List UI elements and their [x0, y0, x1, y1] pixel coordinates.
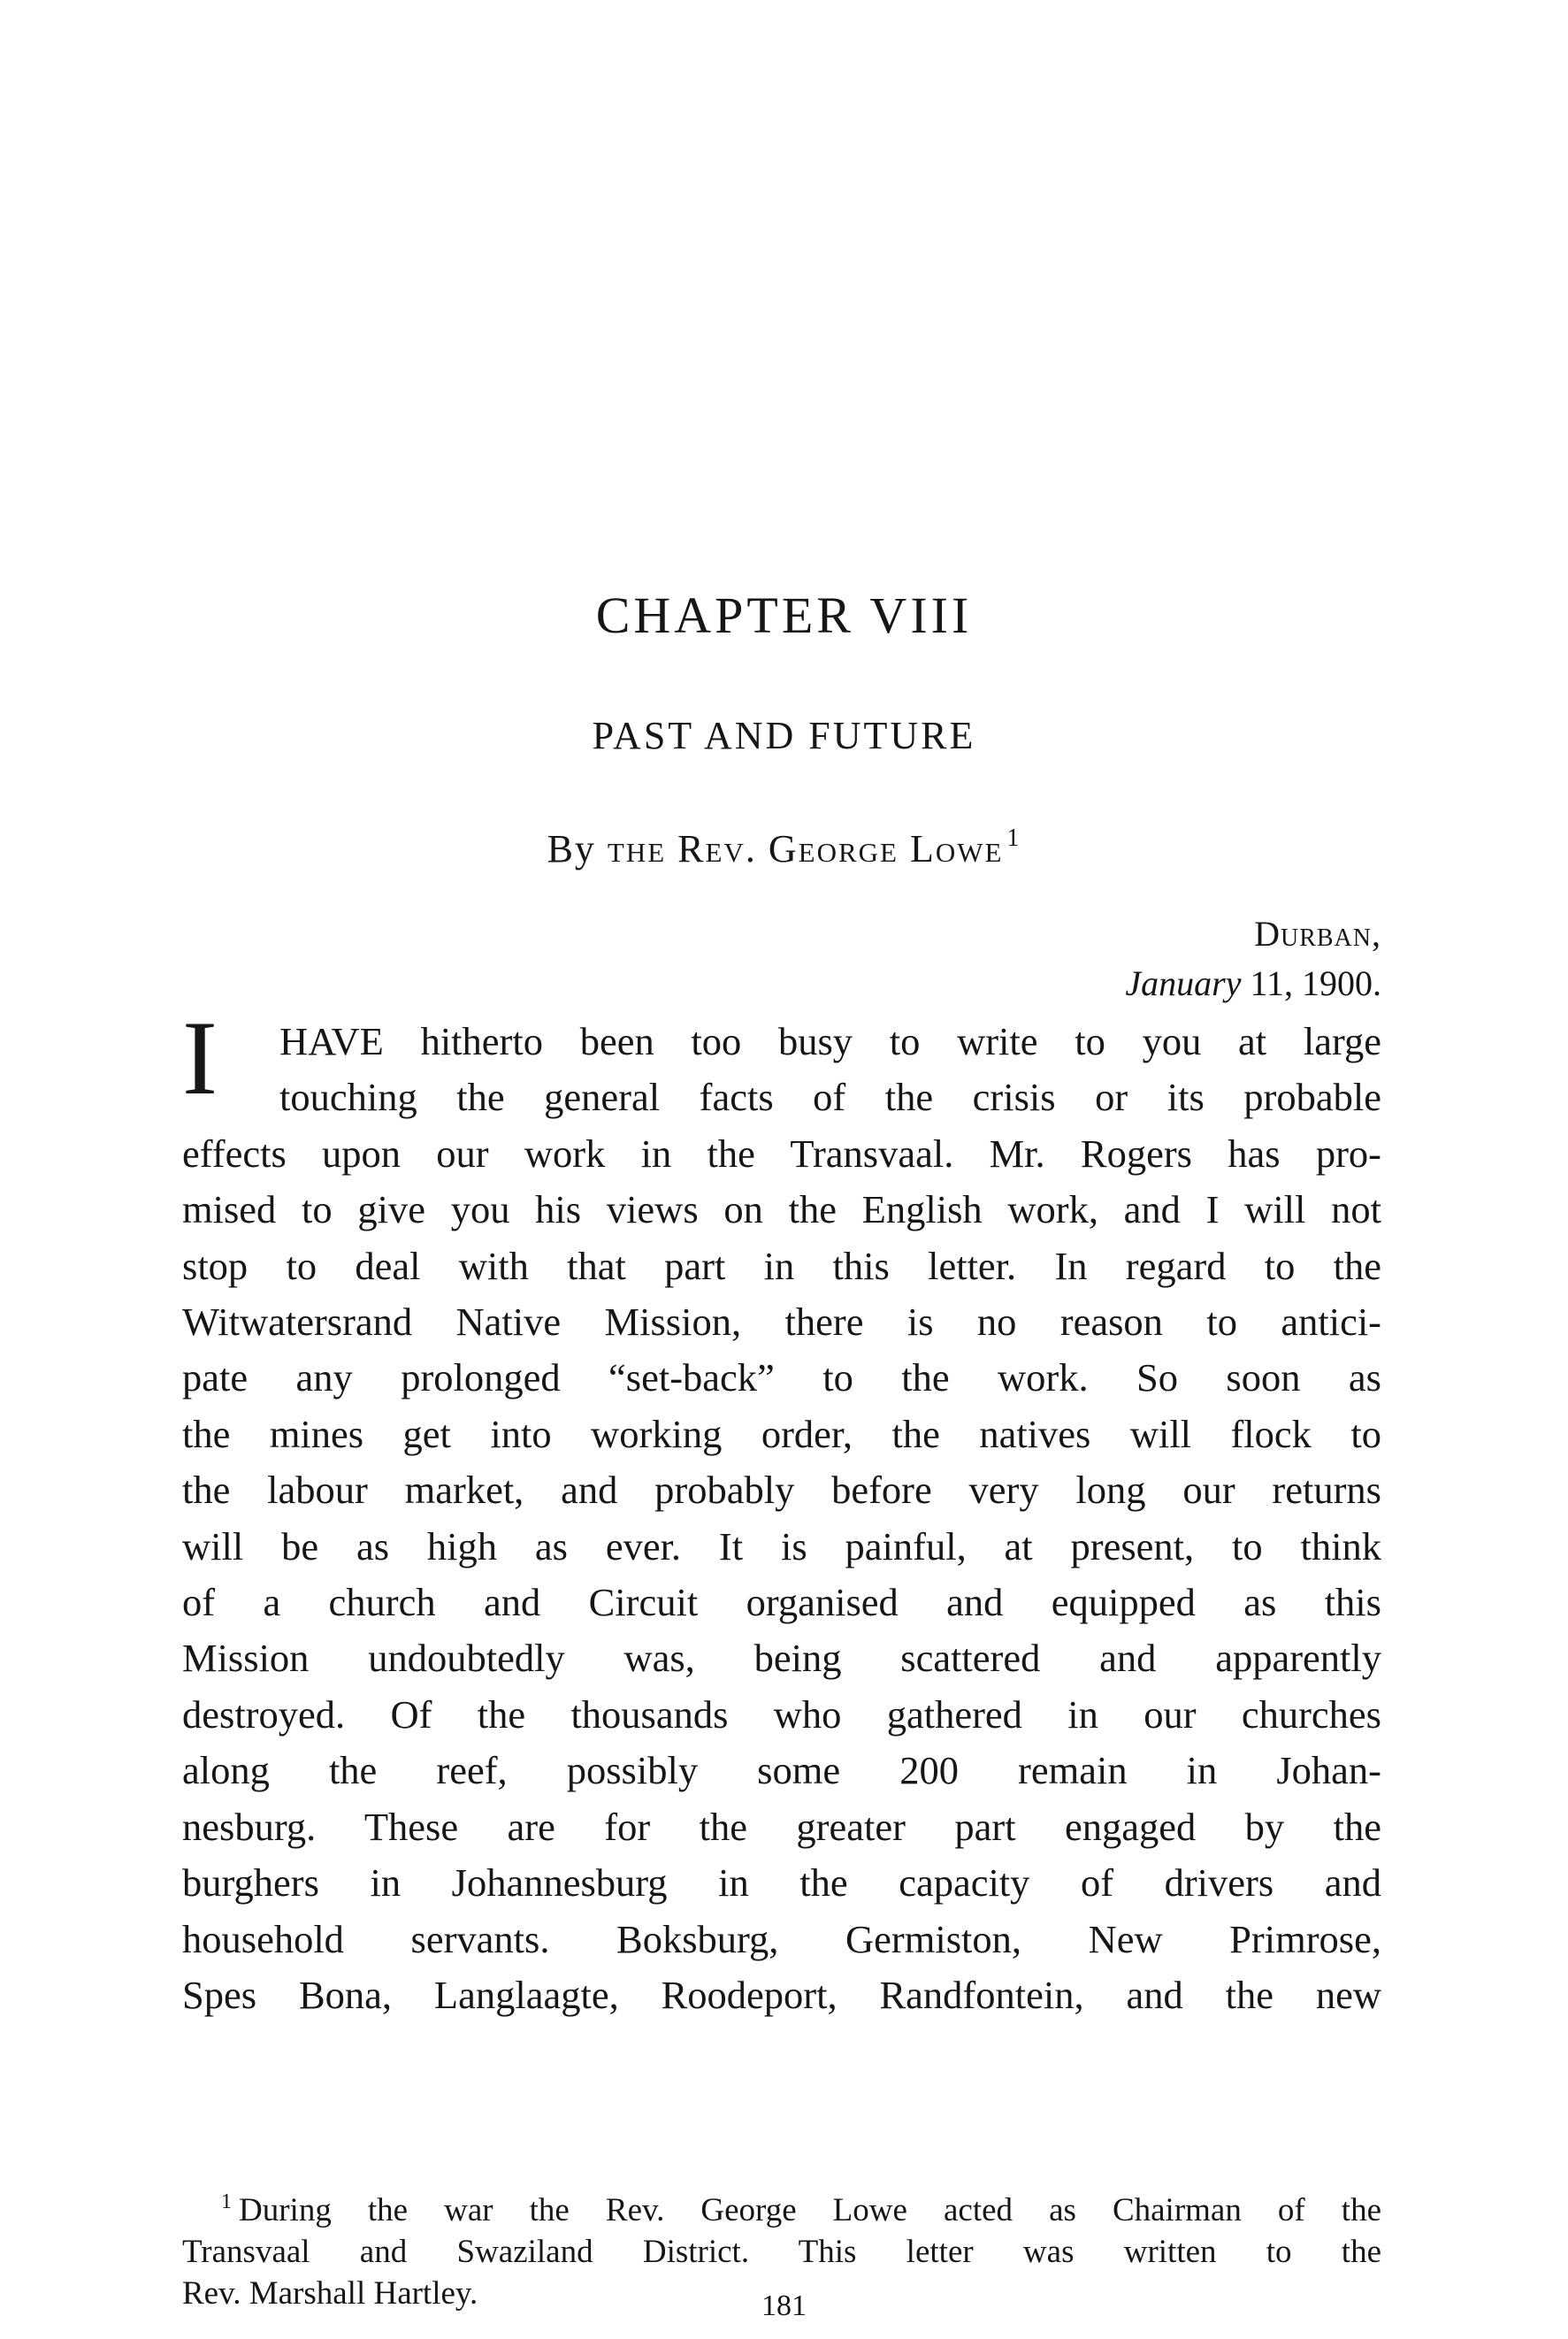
- byline-author: George Lowe: [768, 827, 1004, 870]
- chapter-title: CHAPTER VIII: [595, 587, 973, 644]
- body-line: HAVE hitherto been too busy to write to you at large: [279, 1019, 1381, 1063]
- body-line: will be as high as ever. It is painful, at present, to think: [182, 1523, 1381, 1568]
- drop-cap: I: [182, 999, 218, 1116]
- body-line: the mines get into working order, the natives will flock to: [182, 1411, 1381, 1456]
- body-line: nesburg. These are for the greater part engaged by the: [182, 1804, 1381, 1849]
- page-number: 181: [761, 2289, 807, 2322]
- dateline-year: 11, 1900.: [1241, 963, 1381, 1003]
- body-line: burghers in Johannesburg in the capacity of drivers and: [182, 1860, 1381, 1906]
- dateline-month-day: January: [1125, 963, 1242, 1003]
- body-line: Spes Bona, Langlaagte, Roodeport, Randfontein, and the new: [182, 1972, 1381, 2017]
- body-line: effects upon our work in the Transvaal. Mr. Rogers has pro-: [182, 1131, 1381, 1176]
- body-line: Witwatersrand Native Mission, there is no reason to antici-: [182, 1300, 1381, 1345]
- body-line: along the reef, possibly some 200 remain in Johan-: [182, 1748, 1381, 1793]
- byline-by: By: [547, 827, 596, 870]
- footnote-reference: 1: [1006, 824, 1021, 852]
- footnote-line: Transvaal and Swaziland District. This letter was written to the: [182, 2234, 1381, 2270]
- footnote-line: [182, 2182, 1381, 2231]
- footnote-line: Rev. Marshall Hartley.: [182, 2275, 478, 2312]
- footnote-marker: 1: [221, 2190, 232, 2213]
- dateline-date: [182, 962, 1381, 1004]
- body-line: mised to give you his views on the English work, and I will not: [182, 1187, 1381, 1232]
- body-paragraph: [182, 1014, 1381, 2023]
- byline-title: the Rev.: [607, 827, 757, 870]
- chapter-subtitle: PAST AND FUTURE: [592, 714, 976, 757]
- body-line: destroyed. Of the thousands who gathered in our churches: [182, 1691, 1381, 1737]
- footnote-text: During the war the Rev. George Lowe acted as Chairman of the: [239, 2192, 1381, 2228]
- body-line: household servants. Boksburg, Germiston, New Primrose,: [182, 1916, 1381, 1961]
- body-line: the labour market, and probably before very long our returns: [182, 1468, 1381, 1513]
- byline: [0, 824, 1568, 871]
- body-line: of a church and Circuit organised and equipped as this: [182, 1580, 1381, 1625]
- dateline-place: Durban,: [1254, 914, 1381, 954]
- body-line: stop to deal with that part in this letter. In regard to the: [182, 1243, 1381, 1288]
- body-line: pate any prolonged “set-back” to the work. So soon as: [182, 1355, 1381, 1400]
- body-line: touching the general facts of the crisis or its probable: [279, 1075, 1381, 1120]
- body-line: Mission undoubtedly was, being scattered and apparently: [182, 1636, 1381, 1681]
